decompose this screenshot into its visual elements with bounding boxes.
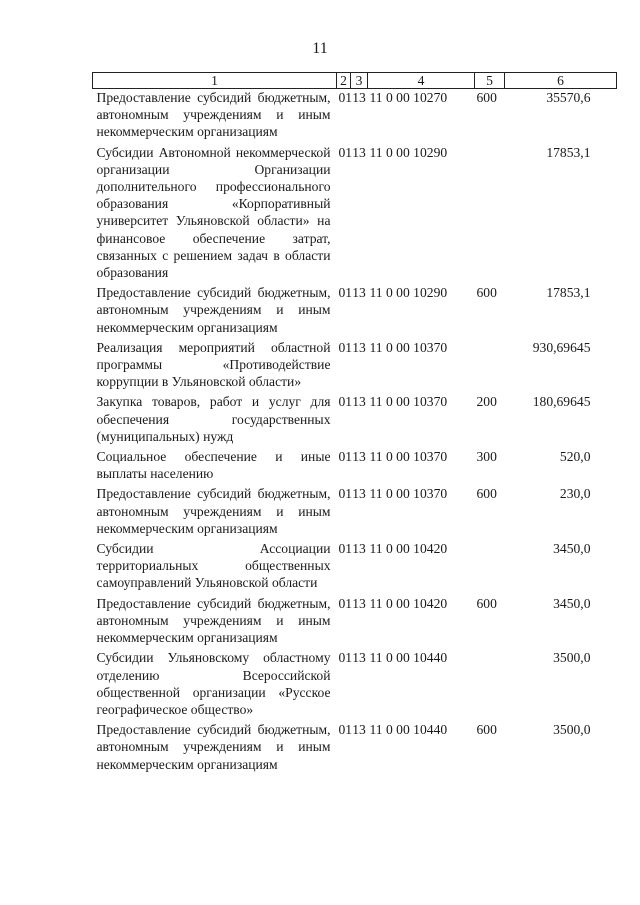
row-description: Закупка товаров, работ и услуг для обеспечения государственных (муниципальных) нужд xyxy=(96,394,331,444)
row-description: Субсидии Ассоциации территориальных общественных самоуправлений Ульяновской области xyxy=(96,541,331,591)
row-subsection: 13 xyxy=(352,90,366,105)
row-expense-type xyxy=(475,339,505,394)
header-col-5: 5 xyxy=(475,73,505,89)
row-subsection: 13 xyxy=(352,285,366,301)
row-target-code: 11 0 00 10420 xyxy=(369,541,448,557)
row-expense-type xyxy=(475,144,505,285)
row-target-code: 11 0 00 10370 xyxy=(369,449,448,465)
row-expense-type: 300 xyxy=(476,449,497,465)
row-subsection: 13 xyxy=(352,339,366,355)
row-amount: 3450,0 xyxy=(553,595,591,611)
row-amount: 230,0 xyxy=(559,486,591,502)
row-description: Предоставление субсидий бюджетным, автономным учреждениям и иным некоммерческим организациям xyxy=(96,486,331,536)
row-expense-type xyxy=(475,649,505,721)
row-description: Предоставление субсидий бюджетным, автономным учреждениям и иным некоммерческим организациям xyxy=(96,90,331,140)
table-row xyxy=(93,448,617,485)
row-amount: 35570,6 xyxy=(546,90,591,105)
row-section: 01 xyxy=(338,449,353,465)
row-section: 01 xyxy=(338,650,353,666)
row-description: Социальное обеспечение и иные выплаты населению xyxy=(96,449,331,482)
row-target-code: 11 0 00 10370 xyxy=(369,486,448,502)
header-col-1: 1 xyxy=(93,73,337,89)
row-section: 01 xyxy=(338,722,353,738)
table-row xyxy=(93,721,617,776)
row-amount: 17853,1 xyxy=(546,285,591,301)
row-subsection: 13 xyxy=(352,595,366,611)
table-row xyxy=(93,284,617,339)
row-target-code: 11 0 00 10440 xyxy=(369,650,448,666)
row-expense-type: 600 xyxy=(476,722,497,738)
row-subsection: 13 xyxy=(352,449,366,465)
row-section: 01 xyxy=(338,541,353,557)
budget-table xyxy=(92,72,617,776)
row-subsection: 13 xyxy=(352,144,366,160)
table-row xyxy=(93,595,617,650)
row-amount: 17853,1 xyxy=(546,144,591,160)
row-section: 01 xyxy=(338,285,353,301)
row-expense-type: 600 xyxy=(476,285,497,301)
row-expense-type: 600 xyxy=(476,486,497,502)
row-section: 01 xyxy=(338,339,353,355)
row-subsection: 13 xyxy=(352,722,366,738)
table-row xyxy=(93,144,617,285)
row-target-code: 11 0 00 10290 xyxy=(369,144,448,160)
row-target-code: 11 0 00 10290 xyxy=(369,285,448,301)
table-row xyxy=(93,393,617,448)
table-row xyxy=(93,649,617,721)
row-amount: 520,0 xyxy=(559,449,591,465)
row-amount: 3500,0 xyxy=(553,650,591,666)
header-col-2: 2 xyxy=(337,73,351,89)
row-target-code: 11 0 00 10370 xyxy=(369,394,448,410)
row-description: Предоставление субсидий бюджетным, автономным учреждениям и иным некоммерческим организациям xyxy=(96,285,331,335)
row-subsection: 13 xyxy=(352,541,366,557)
header-col-6: 6 xyxy=(505,73,617,89)
row-subsection: 13 xyxy=(352,394,366,410)
row-expense-type: 200 xyxy=(476,394,497,410)
table-body xyxy=(93,89,617,776)
row-subsection: 13 xyxy=(352,650,366,666)
row-amount: 180,69645 xyxy=(532,394,591,410)
row-section: 01 xyxy=(338,595,353,611)
table-row xyxy=(93,339,617,394)
row-section: 01 xyxy=(338,144,353,160)
row-description: Субсидии Ульяновскому областному отделению Всероссийской общественной организации «Русское географическое общество» xyxy=(96,650,331,717)
row-section: 01 xyxy=(338,394,353,410)
row-description: Реализация мероприятий областной программы «Противодействие коррупции в Ульяновской области» xyxy=(96,339,331,390)
row-description: Предоставление субсидий бюджетным, автономным учреждениям и иным некоммерческим организациям xyxy=(96,722,331,772)
row-expense-type xyxy=(475,540,505,595)
table-header-row xyxy=(93,73,617,89)
row-subsection: 13 xyxy=(352,486,366,502)
row-description: Субсидии Автономной некоммерческой организации Организации дополнительного профессионального образования «Корпоративный университет Ульяновской области» на финансовое обеспечение затрат, связанных с решением задач в области образования xyxy=(96,144,331,281)
row-target-code: 11 0 00 10270 xyxy=(369,90,448,105)
table-row xyxy=(93,89,617,144)
row-target-code: 11 0 00 10440 xyxy=(369,722,448,738)
row-section: 01 xyxy=(338,90,353,105)
row-section: 01 xyxy=(338,486,353,502)
table-row xyxy=(93,540,617,595)
row-target-code: 11 0 00 10370 xyxy=(369,339,448,355)
row-target-code: 11 0 00 10420 xyxy=(369,595,448,611)
row-amount: 3450,0 xyxy=(553,541,591,557)
row-expense-type: 600 xyxy=(476,90,497,105)
page-number: 11 xyxy=(312,40,328,57)
header-col-4: 4 xyxy=(368,73,475,89)
row-description: Предоставление субсидий бюджетным, автономным учреждениям и иным некоммерческим организациям xyxy=(96,595,331,646)
row-expense-type: 600 xyxy=(476,595,497,611)
row-amount: 3500,0 xyxy=(553,722,591,738)
header-col-3: 3 xyxy=(351,73,368,89)
row-amount: 930,69645 xyxy=(532,339,591,355)
table-row xyxy=(93,485,617,540)
